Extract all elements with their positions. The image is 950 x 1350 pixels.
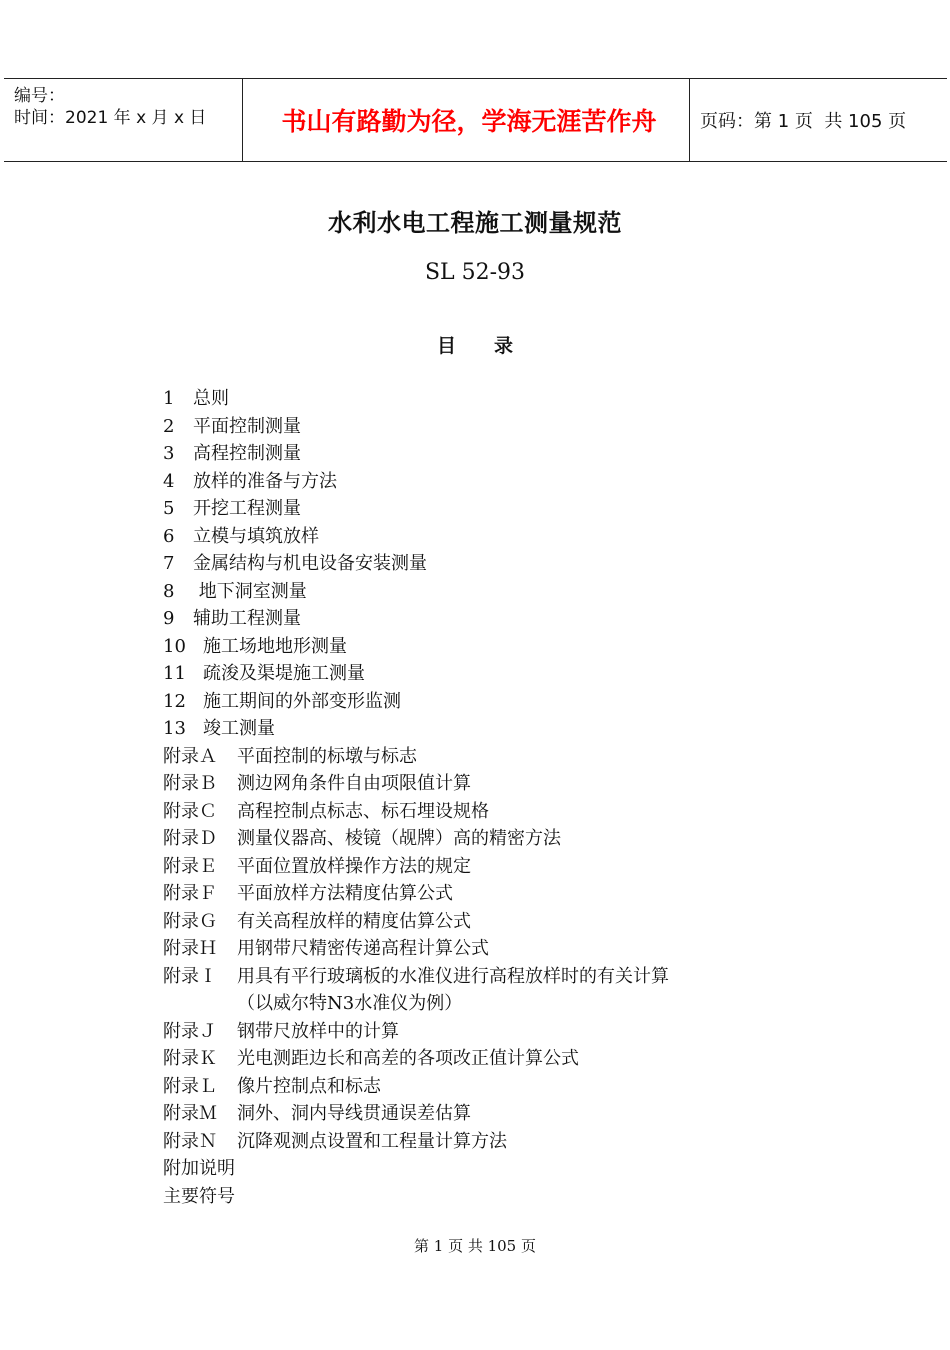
toc-item-number: 9 [163, 608, 175, 629]
toc-item-title: 像片控制点和标志 [237, 1075, 381, 1097]
toc-item [163, 523, 903, 551]
toc-item-number: 附录Ｊ [163, 1020, 217, 1042]
toc-item-title: 施工期间的外部变形监测 [203, 690, 401, 712]
toc-item [163, 770, 903, 798]
toc-item-number: 10 [163, 635, 186, 657]
toc-item-title: 平面放样方法精度估算公式 [237, 883, 453, 904]
toc-item-title: 平面控制测量 [193, 415, 301, 437]
toc-item [163, 1045, 903, 1073]
toc-item-title: 光电测距边长和高差的各项改正值计算公式 [237, 1048, 579, 1069]
toc-item-number: 2 [163, 415, 175, 437]
toc-item-title: 沉降观测点设置和工程量计算方法 [237, 1130, 507, 1152]
toc-item-title: 有关高程放样的精度估算公式 [237, 910, 471, 932]
toc-item-title: 洞外、洞内导线贯通误差估算 [237, 1103, 471, 1124]
toc-item-number: 3 [163, 443, 175, 464]
toc-item [163, 990, 903, 1018]
toc-item [163, 853, 903, 881]
toc-item-title: 用具有平行玻璃板的水准仪进行高程放样时的有关计算 [237, 965, 669, 987]
toc-item-number: 4 [163, 470, 175, 492]
toc-item-title: 测量仪器高、棱镜（觇牌）高的精密方法 [237, 828, 561, 849]
time-label: 时间：2021 年 x 月 x 日 [14, 108, 207, 128]
toc-item-title: 竣工测量 [203, 718, 275, 739]
toc-item [163, 495, 903, 523]
document-title: 水利水电工程施工测量规范 [328, 208, 622, 237]
toc-item [163, 660, 903, 688]
toc-item [163, 1073, 903, 1101]
header-motto: 书山有路勤为径，学海无涯苦作舟 [281, 107, 657, 136]
toc-item-title: 高程控制点标志、标石埋设规格 [237, 800, 489, 822]
toc-item [163, 550, 903, 578]
header-divider-right [689, 79, 690, 161]
toc-item-title: 地下洞室测量 [193, 580, 307, 602]
header-band [4, 78, 947, 162]
toc-item [163, 605, 903, 633]
header-page-info: 页码：第 1 页 共 105 页 [700, 111, 907, 132]
toc-item-title: 平面位置放样操作方法的规定 [237, 855, 471, 877]
footer-page-number: 第 1 页 共 105 页 [413, 1237, 536, 1255]
toc-item [163, 440, 903, 468]
toc-item-title: 用钢带尺精密传递高程计算公式 [237, 938, 489, 959]
toc-item [163, 963, 903, 991]
toc-item-title: 施工场地地形测量 [203, 635, 347, 657]
toc-item-title: 放样的准备与方法 [193, 470, 337, 492]
toc-item [163, 1183, 903, 1211]
toc-item [163, 633, 903, 661]
toc-item-number: 6 [163, 525, 175, 547]
toc-item-number: 1 [163, 388, 175, 409]
toc-item-number: 8 [163, 580, 175, 602]
toc-item-number: 附录Ｍ [163, 1103, 217, 1124]
toc-item-number: 附录Ｄ [163, 828, 217, 849]
toc-item [163, 1155, 903, 1183]
number-label: 编号： [14, 86, 65, 106]
toc-item-title: 主要符号 [163, 1185, 235, 1207]
toc-item-number: 附录Ｅ [163, 855, 217, 877]
toc-item [163, 1018, 903, 1046]
toc-item-title: 辅助工程测量 [193, 608, 301, 629]
toc-item-title: 总则 [193, 388, 229, 409]
toc-item [163, 578, 903, 606]
toc-item-title: （以威尔特N3水准仪为例） [237, 993, 463, 1014]
toc-item-number: 附录Ｌ [163, 1075, 217, 1097]
toc-item-title: 金属结构与机电设备安装测量 [193, 553, 427, 574]
toc-item-number: 7 [163, 553, 175, 574]
toc-item-title: 疏浚及渠堤施工测量 [203, 663, 365, 684]
toc-item [163, 1100, 903, 1128]
toc-item-number: 5 [163, 498, 175, 519]
toc-item-number: 附录Ａ [163, 745, 217, 767]
toc-item-number: 附录Ｆ [163, 883, 217, 904]
toc-item [163, 715, 903, 743]
toc-item-number: 附录Ｂ [163, 773, 217, 794]
toc-item-title: 附加说明 [163, 1158, 235, 1179]
toc-item-number: 12 [163, 690, 186, 712]
toc-item-number: 13 [163, 718, 186, 739]
header-meta [14, 85, 242, 129]
toc-heading: 目录 [436, 335, 551, 357]
toc-item-title: 钢带尺放样中的计算 [237, 1020, 399, 1042]
toc-item [163, 908, 903, 936]
table-of-contents [163, 385, 903, 1210]
toc-item [163, 385, 903, 413]
header-divider-left [242, 79, 243, 161]
toc-item-number: 附录Ｈ [163, 938, 217, 959]
toc-item [163, 1128, 903, 1156]
toc-item-title: 立模与填筑放样 [193, 525, 319, 547]
toc-item-number: 附录Ｋ [163, 1048, 217, 1069]
toc-item-number: 附录Ｉ [163, 965, 217, 987]
toc-item-number: 11 [163, 663, 186, 684]
toc-item-title: 高程控制测量 [193, 443, 301, 464]
toc-item [163, 880, 903, 908]
toc-item [163, 743, 903, 771]
toc-item-number: 附录Ｎ [163, 1130, 217, 1152]
toc-item [163, 688, 903, 716]
toc-item-number: 附录Ｇ [163, 910, 217, 932]
toc-item [163, 413, 903, 441]
toc-item [163, 798, 903, 826]
toc-item-number: 附录Ｃ [163, 800, 217, 822]
toc-item-title: 开挖工程测量 [193, 498, 301, 519]
toc-item-title: 平面控制的标墩与标志 [237, 745, 417, 767]
toc-item [163, 825, 903, 853]
toc-item [163, 468, 903, 496]
toc-item-title: 测边网角条件自由项限值计算 [237, 773, 471, 794]
document-code: SL 52-93 [424, 260, 526, 285]
toc-item [163, 935, 903, 963]
